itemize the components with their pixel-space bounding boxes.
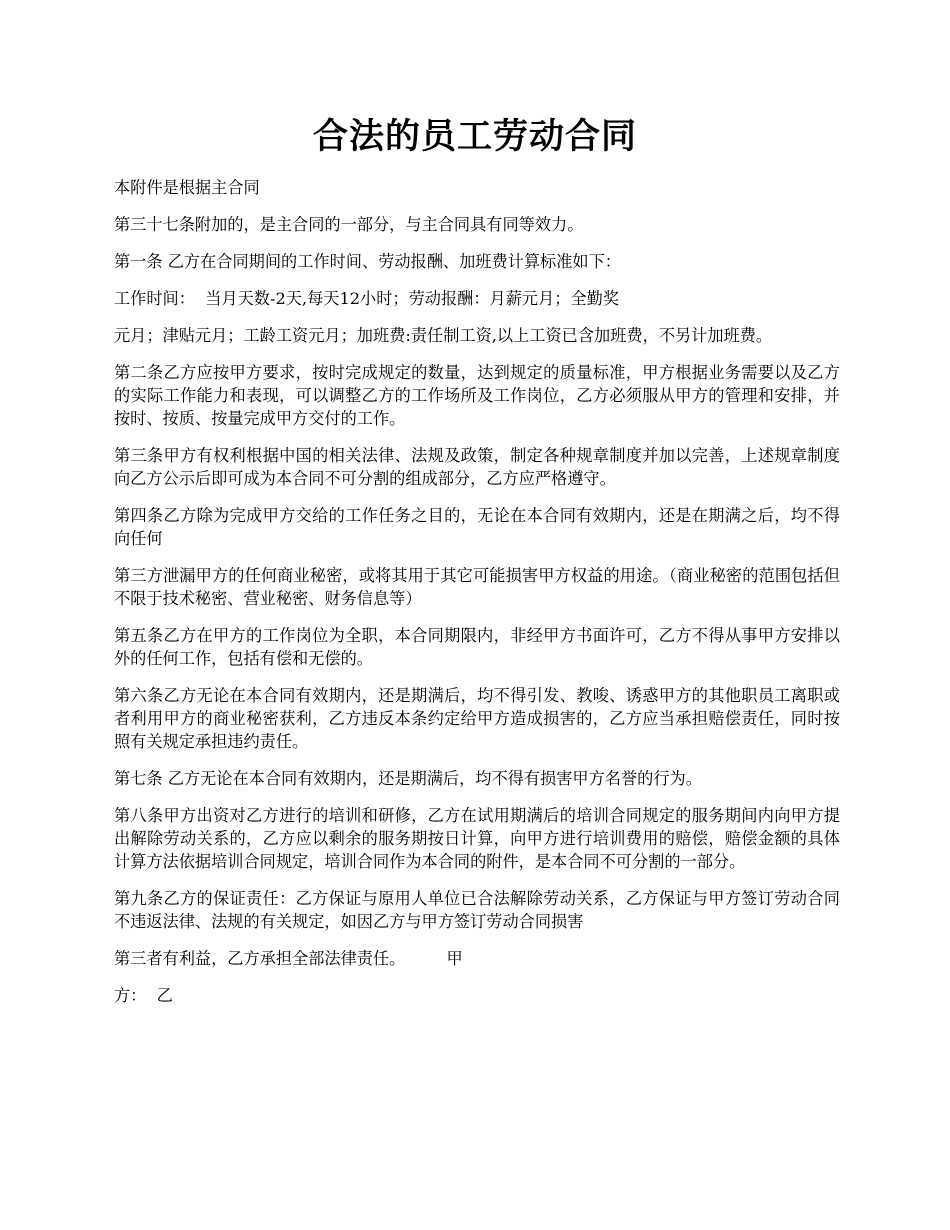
paragraph: 第三条甲方有权利根据中国的相关法律、法规及政策，制定各种规章制度并加以完善，上述规章制度向乙方公示后即可成为本合同不可分割的组成部分，乙方应严格遵守。 [114, 446, 840, 488]
document-body [114, 176, 840, 1021]
paragraph: 第四条乙方除为完成甲方交给的工作任务之目的，无论在本合同有效期内，还是在期满之后，均不得向任何 [114, 506, 840, 548]
paragraph: 第二条乙方应按甲方要求，按时完成规定的数量，达到规定的质量标准，甲方根据业务需要以及乙方的实际工作能力和表现，可以调整乙方的工作场所及工作岗位，乙方必须服从甲方的管理和安排，并按时、按质、按量完成甲方交付的工作。 [114, 363, 840, 428]
paragraph: 方： 乙 [114, 986, 173, 1005]
paragraph: 第三者有利益，乙方承担全部法律责任。 甲 [114, 949, 463, 968]
paragraph: 第五条乙方在甲方的工作岗位为全职，本合同期限内，非经甲方书面许可，乙方不得从事甲方安排以外的任何工作，包括有偿和无偿的。 [114, 626, 840, 668]
paragraph: 第三十七条附加的，是主合同的一部分，与主合同具有同等效力。 [114, 215, 584, 234]
paragraph: 本附件是根据主合同 [114, 178, 260, 197]
paragraph: 第九条乙方的保证责任：乙方保证与原用人单位已合法解除劳动关系，乙方保证与甲方签订劳动合同不违返法律、法规的有关规定，如因乙方与甲方签订劳动合同损害 [114, 889, 840, 931]
paragraph: 第七条 乙方无论在本合同有效期内，还是期满后，均不得有损害甲方名誉的行为。 [114, 769, 702, 788]
paragraph: 工作时间： 当月天数-2天,每天12小时；劳动报酬：月薪元月；全勤奖 [114, 289, 620, 308]
paragraph: 元月；津贴元月；工龄工资元月；加班费:责任制工资,以上工资已含加班费，不另计加班费。 [114, 326, 773, 345]
document-title: 合法的员工劳动合同 [312, 116, 637, 157]
paragraph: 第一条 乙方在合同期间的工作时间、劳动报酬、加班费计算标准如下： [114, 252, 621, 271]
paragraph: 第三方泄漏甲方的任何商业秘密，或将其用于其它可能损害甲方权益的用途。（商业秘密的范围包括但不限于技术秘密、营业秘密、财务信息等） [114, 566, 840, 608]
paragraph: 第八条甲方出资对乙方进行的培训和研修，乙方在试用期满后的培训合同规定的服务期间内向甲方提出解除劳动关系的，乙方应以剩余的服务期按日计算，向甲方进行培训费用的赔偿，赔偿金额的具体计算方法依据培训合同规定，培训合同作为本合同的附件，是本合同不可分割的一部分。 [114, 806, 840, 871]
paragraph: 第六条乙方无论在本合同有效期内，还是期满后，均不得引发、教唆、诱惑甲方的其他职员工离职或者利用甲方的商业秘密获利，乙方违反本条约定给甲方造成损害的，乙方应当承担赔偿责任，同时按照有关规定承担违约责任。 [114, 686, 840, 751]
